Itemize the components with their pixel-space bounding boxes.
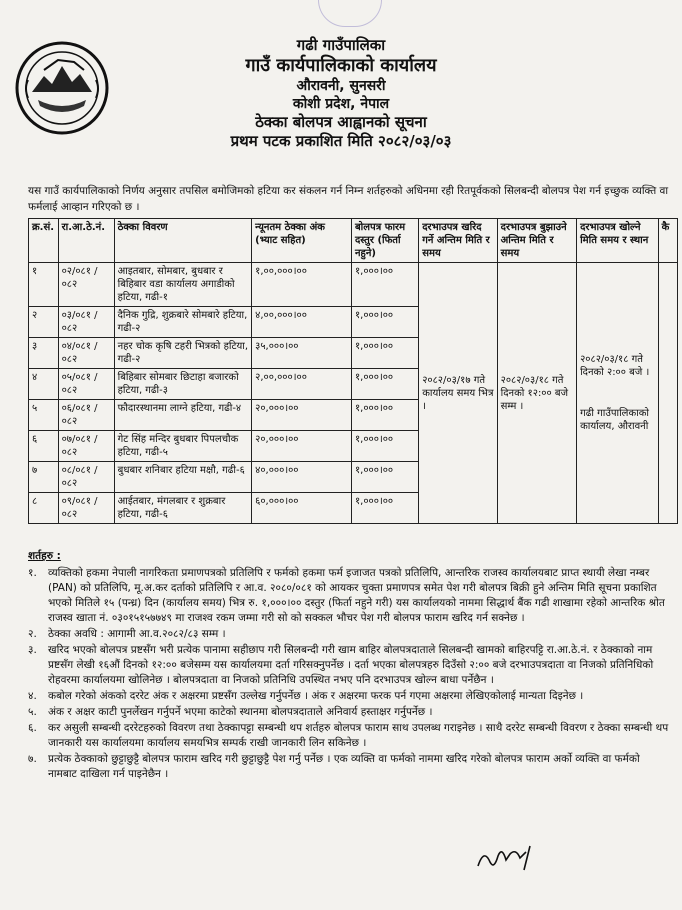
term-item [28, 689, 670, 704]
term-number: ७. [28, 753, 37, 765]
cell-amount: २०,०००।०० [252, 400, 352, 431]
cell-sn: ५ [29, 400, 59, 431]
term-text: ठेक्का अवधि : आगामी आ.व.२०८२/८३ सम्म । [48, 628, 226, 640]
cell-description: गेट सिंह मन्दिर बुधबार पिपलचौक हटिया, गढी-५ [114, 431, 252, 462]
cell-amount: २,००,०००।०० [252, 369, 352, 400]
cell-fee: १,०००।०० [351, 263, 418, 307]
cell-sn: ६ [29, 431, 59, 462]
col-header: दरभाउपत्र खरिद गर्ने अन्तिम मिति र समय [419, 219, 497, 263]
term-number: ४. [28, 690, 37, 702]
cell-number: ०८/०८१ /०८२ [58, 462, 114, 493]
term-item [28, 627, 670, 642]
cell-sn: ७ [29, 462, 59, 493]
cell-description: नहर चोक कृषि टहरी भित्रको हटिया, गढी-२ [114, 338, 252, 369]
cell-fee: १,०००।०० [351, 431, 418, 462]
term-text: अंक र अक्षर काटी पुनर्लेखन गर्नुपर्ने भएमा काटेको स्थानमा बोलपत्रदाताले अनिवार्य हस्ताक्षर गर्नुपर्नेछ । [48, 706, 433, 718]
office-title: गाउँ कार्यपालिकाको कार्यालय [245, 55, 437, 76]
terms-section [28, 549, 670, 783]
cell-fee: १,०००।०० [351, 369, 418, 400]
cell-amount: १,००,०००।०० [252, 263, 352, 307]
cell-number: ०३/०८१ /०८२ [58, 307, 114, 338]
cell-sn: ४ [29, 369, 59, 400]
notice-title: ठेक्का बोलपत्र आह्वानको सूचना [255, 113, 427, 131]
cell-amount: ४,००,०००।०० [252, 307, 352, 338]
cell-amount: २०,०००।०० [252, 431, 352, 462]
notice-header [0, 36, 682, 151]
cell-sn: ३ [29, 338, 59, 369]
province: कोशी प्रदेश, नेपाल [292, 96, 390, 112]
cell-description: बिहिबार सोमबार छिटाहा बजारको हटिया, गढी-३ [114, 369, 252, 400]
cell-amount: ३५,०००।०० [252, 338, 352, 369]
tender-table [28, 218, 678, 524]
term-number: २. [28, 628, 37, 640]
term-item [28, 721, 670, 751]
cell-number: ०२/०८१ /०८२ [58, 263, 114, 307]
term-item [28, 705, 670, 720]
publish-date: प्रथम पटक प्रकाशित मिति २०८२/०३/०३ [230, 132, 452, 150]
office-location: औरावनी, सुनसरी [296, 78, 386, 94]
cell-fee: १,०००।०० [351, 338, 418, 369]
cell-fee: १,०००।०० [351, 462, 418, 493]
term-text: व्यक्तिको हकमा नेपाली नागरिकता प्रमाणपत्रको प्रतिलिपि र फर्मको हकमा फर्म इजाजत पत्रको प्रतिलिपि, आन्तरिक राजस्व कार्यालयबाट प्राप्त स्थायी लेखा नम्बर (PAN) को प्रतिलिपि, मू.अ.कर दर्ताको प्रतिलिपि र आ.व. २०८०/०८१ को आयकर चुक्ता प्रमाणपत्र समेत पेश गरी बोलपत्र बिक्री हुने अन्तिम मिति सूचना प्रकाशित भएको मितिले १५ (पन्ध्र) दिन (कार्यालय समय) भित्र रु. १,०००।०० दस्तुर (फिर्ता नहुने गरी) यस कार्यालयको नाममा सिद्धार्थ बैंक गढी शाखामा रहेको आन्तरिक श्रोत राजस्व खाता नं. ०३०१५१५७७४९ मा राजश्व रकम जम्मा गरी सो को सक्कल भौचर पेश गरी बोलपत्र फाराम खरिद गर्न सक्नेछ । [48, 567, 665, 624]
cell-sn: ८ [29, 493, 59, 524]
cell-number: ०५/०८१ /०८२ [58, 369, 114, 400]
col-header: दरभाउपत्र खोल्ने मिति समय र स्थान [577, 219, 659, 263]
cell-description: बुधबार शनिबार हटिया मक्षौ, गढी-६ [114, 462, 252, 493]
term-item [28, 752, 670, 782]
cell-number: ०९/०८१ /०८२ [58, 493, 114, 524]
term-number: १. [28, 567, 37, 579]
cell-fee: १,०००।०० [351, 307, 418, 338]
cell-fee: १,०००।०० [351, 493, 418, 524]
intro-paragraph: यस गाउँ कार्यपालिकाको निर्णय अनुसार तपसिल बमोजिमको हटिया कर संकलन गर्न निम्न शर्तहरुको अधिनमा रही रितपूर्वकको सिलबन्दी बोलपत्र पेश गर्न इच्छुक व्यक्ति वा फर्मलाई आव्हान गरिएको छ । [28, 185, 669, 213]
col-header: ठेक्का विवरण [114, 219, 252, 263]
cell-number: ०७/०८१ /०८२ [58, 431, 114, 462]
col-header: क्र.सं. [29, 219, 59, 263]
cell-remarks [658, 263, 677, 524]
term-text: खरिद भएको बोलपत्र प्रष्टसँग भरी प्रत्येक पानामा सहीछाप गरी सिलबन्दी गरी खाम बाहिर बोलपत्रदाताले सिलबन्दी खामको बाहिरपट्टि रा.आ.ठे.नं. र ठेक्काको नाम प्रष्टसँग लेखी १६औं दिनको १२:०० बजेसम्म यस कार्यालयमा दर्ता गरिसक्नुपर्नेछ । दर्ता भएका बोलपत्रहरु दिउँसो २:०० बजे दरभाउपत्रदाता वा निजको प्रतिनिधिको रोहवरमा कार्यालयमा खोलिनेछ । बोलपत्रदाता वा निजको प्रतिनिधि उपस्थित नभए पनि दरभाउपत्र खोल्न बाधा पर्नेछैन । [48, 644, 654, 686]
municipality-name: गढी गाउँपालिका [296, 36, 386, 54]
cell-description: दैनिक गुद्रि, शुक्रबारे सोमबारे हटिया, गढी-२ [114, 307, 252, 338]
cell-opening [577, 263, 659, 524]
cell-sn: १ [29, 263, 59, 307]
term-text: कर असुली सम्बन्धी दररेटहरुको विवरण तथा ठेक्कापट्टा सम्बन्धी थप शर्तहरु बोलपत्र फाराम साथ उपलब्ध गराइनेछ । साथै दररेट सम्बन्धी विवरण र ठेक्का सम्बन्धी थप जानकारी यस कार्यालयमा कार्यालय समयभित्र सम्पर्क राखी जानकारी लिन सकिनेछ । [48, 722, 669, 749]
terms-title: शर्तहरु : [28, 550, 61, 562]
term-text: कबोल गरेको अंकको दररेट अंक र अक्षरमा प्रष्टसँग उल्लेख गर्नुपर्नेछ । अंक र अक्षरमा फरक पर्न गएमा अक्षरमा लेखिएकोलाई मान्यता दिइनेछ । [48, 690, 584, 702]
cell-number: ०४/०८१ /०८२ [58, 338, 114, 369]
cell-amount: ४०,०००।०० [252, 462, 352, 493]
term-item [28, 643, 670, 688]
cell-description: फौदारस्थानमा लाग्ने हटिया, गढी-४ [114, 400, 252, 431]
col-header: दरभाउपत्र बुझाउने अन्तिम मिति र समय [497, 219, 576, 263]
col-header: बोलपत्र फारम दस्तुर (फिर्ता नहुने) [351, 219, 418, 263]
stamp-mark [318, 0, 382, 27]
cell-description: आईतबार, मंगलबार र शुक्रबार हटिया, गढी-६ [114, 493, 252, 524]
col-header: रा.आ.ठे.नं. [58, 219, 114, 263]
cell-fee: १,०००।०० [351, 400, 418, 431]
cell-amount: ६०,०००।०० [252, 493, 352, 524]
cell-number: ०६/०८१ /०८२ [58, 400, 114, 431]
cell-submit-deadline: २०८२/०३/१८ गते दिनको १२:०० बजे सम्म । [497, 263, 576, 524]
opening-time: २०८२/०३/१८ गते दिनको २:०० बजे । [580, 354, 650, 378]
signature-icon [474, 842, 544, 872]
table-header-row [29, 219, 678, 263]
col-header: कै [658, 219, 677, 263]
cell-description: आइतबार, सोमबार, बुधबार र बिहिबार वडा कार्यालय अगाडीको हटिया, गढी-१ [114, 263, 252, 307]
term-number: ६. [28, 722, 37, 734]
cell-sn: २ [29, 307, 59, 338]
opening-place: गढी गाउँपालिकाको कार्यालय, औरावनी [580, 408, 650, 432]
term-item [28, 566, 670, 626]
cell-purchase-deadline: २०८२/०३/१७ गते कार्यालय समय भित्र । [419, 263, 497, 524]
col-header: न्यूनतम ठेक्का अंक (भ्याट सहित) [252, 219, 352, 263]
term-text: प्रत्येक ठेक्काको छुट्टाछुट्टै बोलपत्र फाराम खरिद गरी छुट्टाछुट्टै पेश गर्नु पर्नेछ । एक व्यक्ति वा फर्मको नाममा खरिद गरेको बोलपत्र फाराम अर्को व्यक्ति वा फर्मको नामबाट दाखिला गर्न पाइनेछैन । [48, 753, 640, 780]
table-row [29, 263, 678, 307]
term-number: ५. [28, 706, 37, 718]
term-number: ३. [28, 644, 37, 656]
